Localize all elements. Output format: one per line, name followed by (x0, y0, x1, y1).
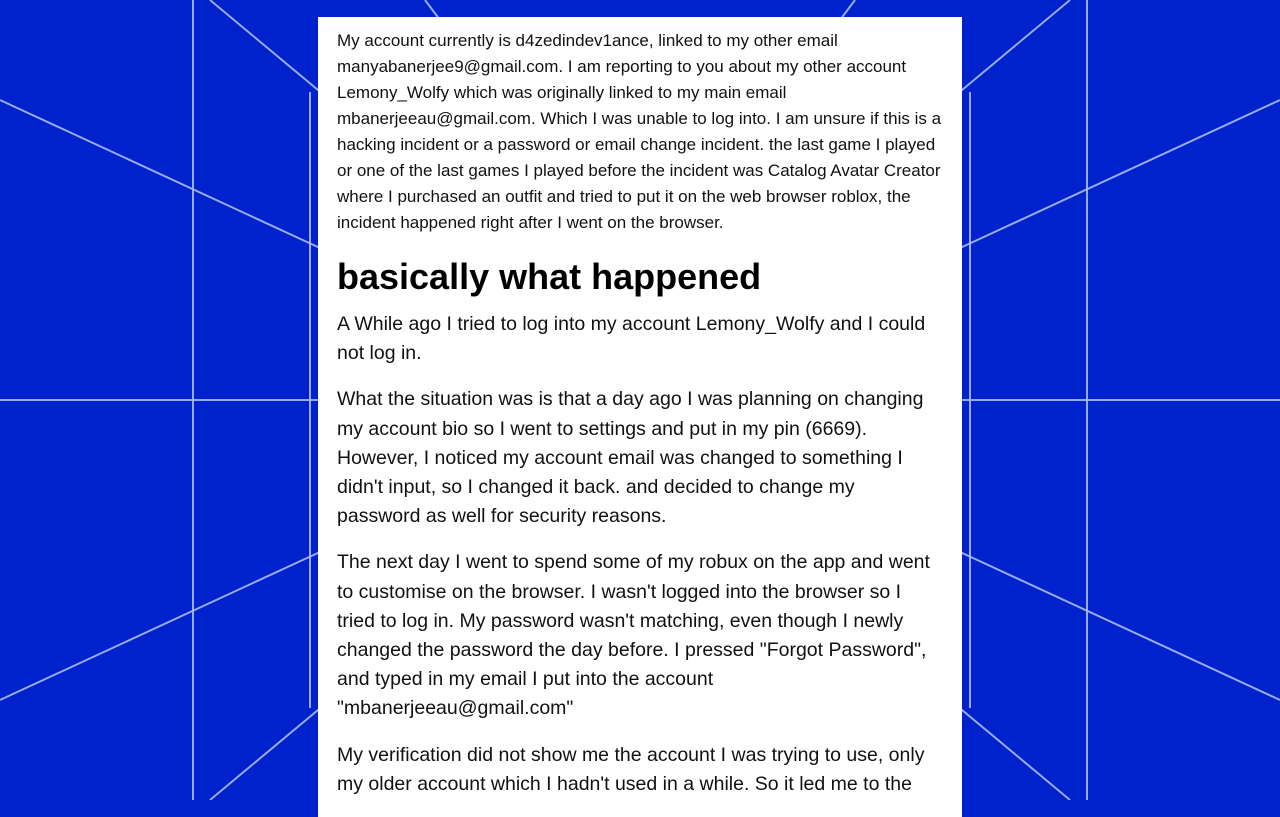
article-card (318, 17, 962, 817)
body-paragraph: My verification did not show me the account I was trying to use, only my older account which I hadn't used in a while. So it led me to the (337, 743, 925, 795)
body-paragraph: What the situation was is that a day ago I was planning on changing my account bio so I went to settings and put in my pin (6669). However, I noticed my account email was changed to something I didn't input, so I changed it back. and decided to change my password as well for security reasons. (337, 388, 924, 528)
grid-line (960, 552, 1280, 700)
grid-line (210, 700, 330, 800)
grid-line (0, 100, 320, 248)
section-heading: basically what happened (337, 256, 762, 297)
grid-line (950, 700, 1070, 800)
grid-line (0, 552, 320, 700)
grid-line (950, 0, 1070, 100)
intro-paragraph: My account currently is d4zedindev1ance, linked to my other email manyabanerjee9@gmail.com. I am reporting to you about my other account Lemony_Wolfy which was originally linked to my main email mbanerjeeau@gmail.com. Which I was unable to log into. I am unsure if this is a hacking incident or a password or email change incident. the last game I played or one of the last games I played before the incident was Catalog Avatar Creator where I purchased an outfit and tried to put it on the web browser roblox, the incident happened right after I went on the browser. (337, 31, 942, 232)
body-paragraph: A While ago I tried to log into my account Lemony_Wolfy and I could not log in. (337, 313, 926, 365)
grid-line (210, 0, 330, 100)
body-paragraph: The next day I went to spend some of my robux on the app and went to customise on the browser. I wasn't logged into the browser so I tried to log in. My password wasn't matching, even though I newly changed the password the day before. I pressed "Forgot Password", and typed in my email I put into the account "mbanerjeeau@gmail.com" (337, 551, 930, 720)
grid-line (960, 100, 1280, 248)
